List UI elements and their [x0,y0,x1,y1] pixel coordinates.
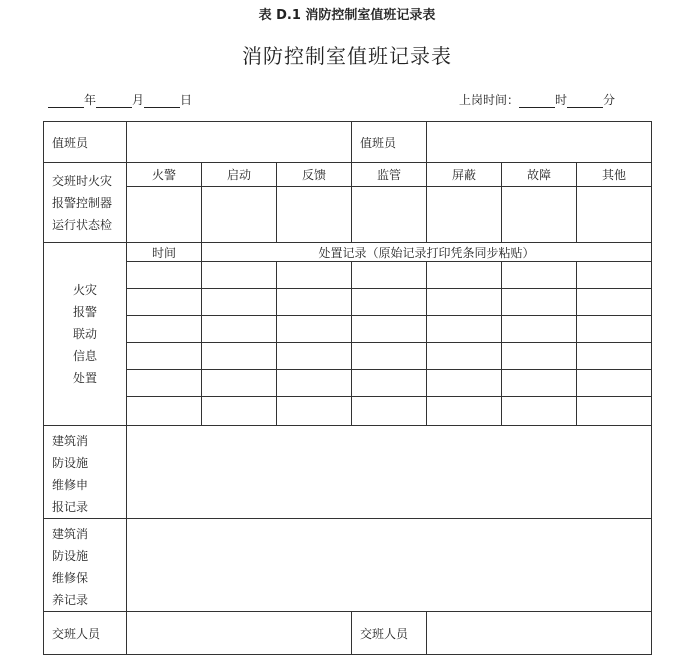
handling-cell[interactable] [577,343,652,370]
handling-cell[interactable] [202,316,277,343]
value-other[interactable] [577,187,652,243]
handling-cell[interactable] [577,316,652,343]
handling-row [44,370,652,397]
alarm-handling-line-3: 联动 [72,327,97,341]
value-shield[interactable] [427,187,502,243]
handling-cell[interactable] [502,397,577,426]
shift-time-line [459,91,615,108]
handling-cell[interactable] [427,370,502,397]
handling-cell[interactable] [502,262,577,289]
handling-cell[interactable] [577,262,652,289]
alarm-handling-label [44,243,127,426]
handling-cell[interactable] [502,289,577,316]
on-duty-row [44,122,652,163]
alarm-handling-line-1: 火灾 [72,283,97,297]
handling-cell[interactable] [277,397,352,426]
handling-cell[interactable] [277,370,352,397]
handover-field[interactable] [127,612,352,655]
handling-row [44,343,652,370]
handling-row [44,289,652,316]
hour-field[interactable] [519,95,555,108]
col-fault: 故障 [502,163,577,187]
handling-cell[interactable] [352,343,427,370]
repair-report-line-2: 防设施 [52,456,89,470]
handling-cell[interactable] [577,397,652,426]
col-other: 其他 [577,163,652,187]
shift-time-label: 上岗时间： [459,93,520,107]
time-header: 时间 [127,243,202,262]
handling-cell[interactable] [202,370,277,397]
month-field[interactable] [96,95,132,108]
handling-cell[interactable] [352,316,427,343]
hour-label: 时 [555,93,568,107]
handling-cell[interactable] [277,343,352,370]
minute-field[interactable] [567,95,603,108]
handling-cell[interactable] [202,343,277,370]
day-field[interactable] [144,95,180,108]
handling-cell[interactable] [127,343,202,370]
month-label: 月 [132,93,145,107]
panel-header-row [44,163,652,187]
repair-report-field[interactable] [127,426,652,519]
handling-header-row [44,243,652,262]
handover-label: 交班人员 [44,612,127,655]
alarm-handling-line-5: 处置 [72,371,97,385]
maintenance-line-3: 维修保 [52,571,89,585]
value-start[interactable] [202,187,277,243]
panel-value-row [44,187,652,243]
col-fire-alarm: 火警 [127,163,202,187]
repair-report-line-1: 建筑消 [52,434,89,448]
on-duty-field[interactable] [127,122,352,163]
handling-row [44,397,652,426]
handling-cell[interactable] [277,262,352,289]
on-duty-field-2[interactable] [427,122,652,163]
handling-cell[interactable] [202,397,277,426]
value-supervise[interactable] [352,187,427,243]
on-duty-label-2: 值班员 [352,122,427,163]
value-fault[interactable] [502,187,577,243]
handling-row [44,316,652,343]
col-feedback: 反馈 [277,163,352,187]
panel-check-line-1: 交班时火灾 [52,173,113,188]
handling-cell[interactable] [502,316,577,343]
year-field[interactable] [48,95,84,108]
repair-report-label [44,426,127,519]
repair-report-line-4: 报记录 [52,500,89,514]
handover-row [44,612,652,655]
handling-cell[interactable] [202,262,277,289]
handling-cell[interactable] [277,289,352,316]
handling-cell[interactable] [577,289,652,316]
record-header: 处置记录（原始记录打印凭条同步粘贴） [202,243,652,262]
value-fire-alarm[interactable] [127,187,202,243]
col-start: 启动 [202,163,277,187]
handling-cell[interactable] [352,262,427,289]
handling-cell[interactable] [427,289,502,316]
takeover-label: 交班人员 [352,612,427,655]
handling-cell[interactable] [127,316,202,343]
handling-cell[interactable] [352,397,427,426]
maintenance-row [44,519,652,612]
handling-cell[interactable] [427,343,502,370]
repair-report-line-3: 维修申 [52,478,89,492]
col-supervise: 监管 [352,163,427,187]
maintenance-field[interactable] [127,519,652,612]
handling-cell[interactable] [427,397,502,426]
duty-record-table [43,121,652,655]
year-label: 年 [84,93,97,107]
handling-cell[interactable] [127,289,202,316]
page-title: 消防控制室值班记录表 [242,44,452,68]
panel-check-line-2: 报警控制器 [52,195,113,210]
alarm-handling-line-4: 信息 [72,349,97,363]
handling-cell[interactable] [127,370,202,397]
takeover-field[interactable] [427,612,652,655]
minute-label: 分 [603,93,616,107]
panel-check-line-3: 运行状态检 [52,217,113,232]
maintenance-line-4: 养记录 [52,593,89,607]
panel-check-label [44,163,127,243]
handling-cell[interactable] [277,316,352,343]
day-label: 日 [180,93,193,107]
handling-cell[interactable] [127,397,202,426]
value-feedback[interactable] [277,187,352,243]
repair-report-row [44,426,652,519]
handling-cell[interactable] [577,370,652,397]
maintenance-line-2: 防设施 [52,549,89,563]
date-line [48,91,192,108]
handling-cell[interactable] [127,262,202,289]
handling-cell[interactable] [352,289,427,316]
alarm-handling-line-2: 报警 [72,305,97,319]
handling-cell[interactable] [352,370,427,397]
handling-cell[interactable] [202,289,277,316]
table-caption: 表 D.1 消防控制室值班记录表 [258,8,436,23]
handling-cell[interactable] [502,343,577,370]
col-shield: 屏蔽 [427,163,502,187]
handling-row [44,262,652,289]
maintenance-label [44,519,127,612]
handling-cell[interactable] [427,316,502,343]
on-duty-label: 值班员 [44,122,127,163]
handling-cell[interactable] [502,370,577,397]
handling-cell[interactable] [427,262,502,289]
maintenance-line-1: 建筑消 [52,527,89,541]
